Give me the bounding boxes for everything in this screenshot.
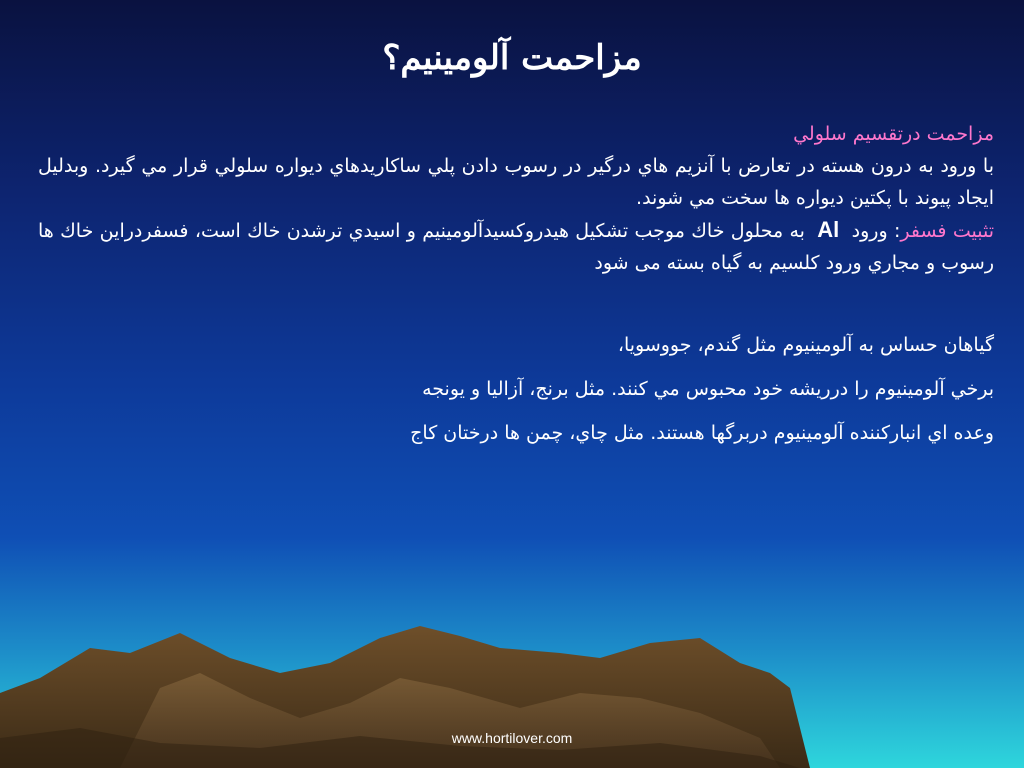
list-item: وعده اي انباركننده آلومينيوم دربرگها هستند. مثل چاي، چمن ها درختان كاج <box>410 422 994 444</box>
aluminum-symbol: Al <box>817 217 840 242</box>
footer-url: www.hortilover.com <box>451 730 573 746</box>
section2-paragraph <box>38 214 994 279</box>
section1-heading: مزاحمت درتقسيم سلولي <box>793 123 994 145</box>
slide-content <box>38 118 994 461</box>
slide-title: مزاحمت آلومينيم؟ <box>382 38 642 78</box>
section1-body: با ورود به درون هسته در تعارض با آنزيم هاي درگير در رسوب دادن پلي ساكاريدهاي ديواره سلولي قرار مي گيرد. وبدليل ايجاد پيوند با پكتين ديواره ها سخت مي شوند. <box>38 155 994 209</box>
plant-list <box>38 329 994 449</box>
section2-body: به محلول خاك موجب تشكيل هيدروكسيدآلومينيم و اسيدي ترشدن خاك است، فسفردراين خاك ها رسوب و مجاري ورود كلسيم به گياه بسته می شود <box>38 220 994 274</box>
section2-colon: : ورود <box>851 220 901 242</box>
list-item: برخي آلومينيوم را درريشه خود محبوس مي كنند. مثل برنج، آزاليا و يونجه <box>422 378 994 400</box>
section2-heading: تثبيت فسفر <box>900 220 994 242</box>
list-item: گياهان حساس به آلومينيوم مثل گندم، جووسويا، <box>617 334 994 356</box>
